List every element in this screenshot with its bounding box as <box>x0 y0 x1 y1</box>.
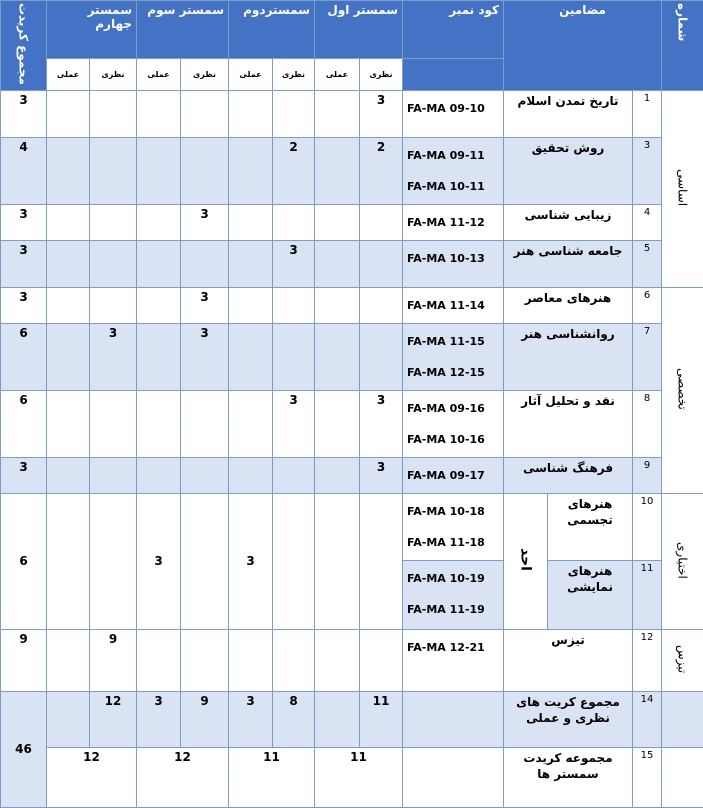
row-number: 5 <box>633 240 662 287</box>
subject-name: روش تحقیق <box>504 137 633 204</box>
s2-theory <box>273 204 315 240</box>
table-row <box>1 457 703 493</box>
row-total: 6 <box>1 390 47 457</box>
s4-theory <box>90 204 137 240</box>
course-code <box>403 691 504 747</box>
table-row <box>1 137 703 204</box>
category-elective: اختیاری <box>662 493 703 629</box>
s1-practical <box>315 629 360 691</box>
s3-theory <box>181 390 229 457</box>
s3-theory <box>181 137 229 204</box>
s4-practical <box>47 629 90 691</box>
s3-theory <box>181 90 229 137</box>
s3-practical <box>137 390 181 457</box>
s3-theory <box>181 493 229 629</box>
header-s1-practical: عملی <box>315 58 360 90</box>
row-total: 6 <box>1 323 47 390</box>
s2-practical <box>229 390 273 457</box>
s2-theory <box>273 90 315 137</box>
s2-theory: 8 <box>273 691 315 747</box>
table-row <box>1 493 703 560</box>
header-total: مجموع کریدت <box>1 1 47 91</box>
s4-theory: 3 <box>90 323 137 390</box>
s3-theory: 9 <box>181 691 229 747</box>
grand-total: 46 <box>1 691 47 807</box>
s4-theory <box>90 390 137 457</box>
s2-practical <box>229 629 273 691</box>
s1-practical <box>315 240 360 287</box>
subject-name: تاریخ تمدن اسلام <box>504 90 633 137</box>
s3-practical <box>137 204 181 240</box>
course-code: FA-MA 11-15 FA-MA 12-15 <box>403 323 504 390</box>
s4-theory: 9 <box>90 629 137 691</box>
table-row <box>1 390 703 457</box>
s1-practical <box>315 323 360 390</box>
elective-group-label: ﺍﺣﺪ <box>504 493 548 629</box>
s2-practical <box>229 204 273 240</box>
header-sem3: سمستر سوم <box>137 1 229 59</box>
row-number: 9 <box>633 457 662 493</box>
s2-practical <box>229 457 273 493</box>
row-total: 3 <box>1 204 47 240</box>
sem4-total: 12 <box>47 747 137 807</box>
course-code: FA-MA 10-18 FA-MA 11-18 <box>403 493 504 560</box>
header-s3-theory: نظری <box>181 58 229 90</box>
sem2-total: 11 <box>229 747 315 807</box>
s4-practical <box>47 287 90 323</box>
s2-practical <box>229 90 273 137</box>
s1-theory <box>360 629 403 691</box>
header-sem4: سمستر جهارم <box>47 1 137 59</box>
s1-practical <box>315 691 360 747</box>
category-specialized: تخصصی <box>662 287 703 493</box>
header-row-no: شماره <box>662 1 703 91</box>
row-number: 14 <box>633 691 662 747</box>
s3-theory: 3 <box>181 323 229 390</box>
sem3-total: 12 <box>137 747 229 807</box>
s1-theory <box>360 323 403 390</box>
row-total: 4 <box>1 137 47 204</box>
s4-theory <box>90 287 137 323</box>
s2-practical <box>229 240 273 287</box>
s1-theory <box>360 204 403 240</box>
s1-theory <box>360 287 403 323</box>
course-code: FA-MA 09-17 <box>403 457 504 493</box>
course-code: FA-MA 12-21 <box>403 629 504 691</box>
s1-theory <box>360 240 403 287</box>
s2-theory <box>273 457 315 493</box>
category-blank <box>662 691 703 747</box>
s3-theory <box>181 240 229 287</box>
category-blank <box>662 747 703 807</box>
subject-name: نقد و تحلیل آثار <box>504 390 633 457</box>
subject-name: تیزس <box>504 629 633 691</box>
s4-practical <box>47 137 90 204</box>
header-s1-theory: نظری <box>360 58 403 90</box>
subject-name: جامعه شناسی هنر <box>504 240 633 287</box>
header-code: کود نمبر <box>403 1 504 59</box>
sem1-total: 11 <box>315 747 403 807</box>
course-code: FA-MA 09-10 <box>403 90 504 137</box>
row-number: 3 <box>633 137 662 204</box>
s3-theory <box>181 457 229 493</box>
s3-practical: 3 <box>137 691 181 747</box>
s1-practical <box>315 204 360 240</box>
row-number: 10 <box>633 493 662 560</box>
s3-practical <box>137 137 181 204</box>
header-code-blank <box>403 58 504 90</box>
s3-practical <box>137 287 181 323</box>
course-code: FA-MA 11-14 <box>403 287 504 323</box>
course-code <box>403 747 504 807</box>
course-code: FA-MA 10-19 FA-MA 11-19 <box>403 560 504 629</box>
subject-name: مجموع کریت های نظری و عملی <box>504 691 633 747</box>
s2-theory <box>273 629 315 691</box>
s3-practical <box>137 323 181 390</box>
course-code: FA-MA 10-13 <box>403 240 504 287</box>
header-s4-practical: عملی <box>47 58 90 90</box>
s4-practical <box>47 691 90 747</box>
s1-practical <box>315 457 360 493</box>
table-row <box>1 240 703 287</box>
s3-theory: 3 <box>181 204 229 240</box>
header-s2-practical: عملی <box>229 58 273 90</box>
header-sem1: سمستر اول <box>315 1 403 59</box>
header-s2-theory: نظری <box>273 58 315 90</box>
course-code: FA-MA 09-16 FA-MA 10-16 <box>403 390 504 457</box>
s1-theory <box>360 493 403 629</box>
header-sem2: سمستردوم <box>229 1 315 59</box>
s4-theory: 12 <box>90 691 137 747</box>
s2-practical <box>229 287 273 323</box>
s3-practical <box>137 629 181 691</box>
s2-theory <box>273 323 315 390</box>
s3-practical <box>137 457 181 493</box>
s2-theory <box>273 493 315 629</box>
subject-name: مجموعه کریدت سمستر ها <box>504 747 633 807</box>
subject-name: هنرهای تجسمی <box>548 493 633 560</box>
s4-practical <box>47 204 90 240</box>
row-number: 6 <box>633 287 662 323</box>
semester-totals-row <box>1 747 703 807</box>
course-code: FA-MA 09-11 FA-MA 10-11 <box>403 137 504 204</box>
s4-practical <box>47 90 90 137</box>
table-row <box>1 287 703 323</box>
table-row <box>1 204 703 240</box>
row-total: 6 <box>1 493 47 629</box>
category-basic: اساسی <box>662 90 703 287</box>
table-row <box>1 629 703 691</box>
table-row <box>1 323 703 390</box>
s1-practical <box>315 90 360 137</box>
table-row <box>1 90 703 137</box>
row-total: 3 <box>1 287 47 323</box>
row-total: 3 <box>1 240 47 287</box>
s4-theory <box>90 137 137 204</box>
s4-practical <box>47 323 90 390</box>
subject-name: روانشناسی هنر <box>504 323 633 390</box>
s1-theory: 3 <box>360 457 403 493</box>
s4-practical <box>47 457 90 493</box>
row-number: 8 <box>633 390 662 457</box>
s1-theory: 3 <box>360 390 403 457</box>
s3-practical <box>137 90 181 137</box>
row-total: 3 <box>1 457 47 493</box>
s3-practical <box>137 240 181 287</box>
s4-practical <box>47 390 90 457</box>
s1-practical <box>315 287 360 323</box>
s2-practical: 3 <box>229 493 273 629</box>
s3-practical: 3 <box>137 493 181 629</box>
subject-name: زیبایی شناسی <box>504 204 633 240</box>
s4-theory <box>90 90 137 137</box>
row-number: 15 <box>633 747 662 807</box>
s3-theory <box>181 629 229 691</box>
s1-practical <box>315 390 360 457</box>
row-number: 12 <box>633 629 662 691</box>
subject-name: هنرهای نمایشی <box>548 560 633 629</box>
s3-theory: 3 <box>181 287 229 323</box>
s1-theory: 2 <box>360 137 403 204</box>
s2-practical: 3 <box>229 691 273 747</box>
row-number: 11 <box>633 560 662 629</box>
row-number: 4 <box>633 204 662 240</box>
category-thesis: تیزس <box>662 629 703 691</box>
row-total: 9 <box>1 629 47 691</box>
header-s3-practical: عملی <box>137 58 181 90</box>
s4-theory <box>90 493 137 629</box>
s4-theory <box>90 457 137 493</box>
s4-practical <box>47 493 90 629</box>
row-number: 1 <box>633 90 662 137</box>
header-s4-theory: نظری <box>90 58 137 90</box>
s2-theory: 3 <box>273 390 315 457</box>
subject-name: هنرهای معاصر <box>504 287 633 323</box>
s2-theory: 2 <box>273 137 315 204</box>
header-subjects: مضامین <box>504 1 662 91</box>
course-code: FA-MA 11-12 <box>403 204 504 240</box>
s2-theory <box>273 287 315 323</box>
s4-practical <box>47 240 90 287</box>
s2-practical <box>229 323 273 390</box>
row-total: 3 <box>1 90 47 137</box>
s2-theory: 3 <box>273 240 315 287</box>
s1-theory: 3 <box>360 90 403 137</box>
row-number: 7 <box>633 323 662 390</box>
s2-practical <box>229 137 273 204</box>
s1-practical <box>315 493 360 629</box>
subject-name: فرهنگ شناسی <box>504 457 633 493</box>
sum-row <box>1 691 703 747</box>
s1-practical <box>315 137 360 204</box>
s1-theory: 11 <box>360 691 403 747</box>
s4-theory <box>90 240 137 287</box>
header-row <box>1 1 703 59</box>
